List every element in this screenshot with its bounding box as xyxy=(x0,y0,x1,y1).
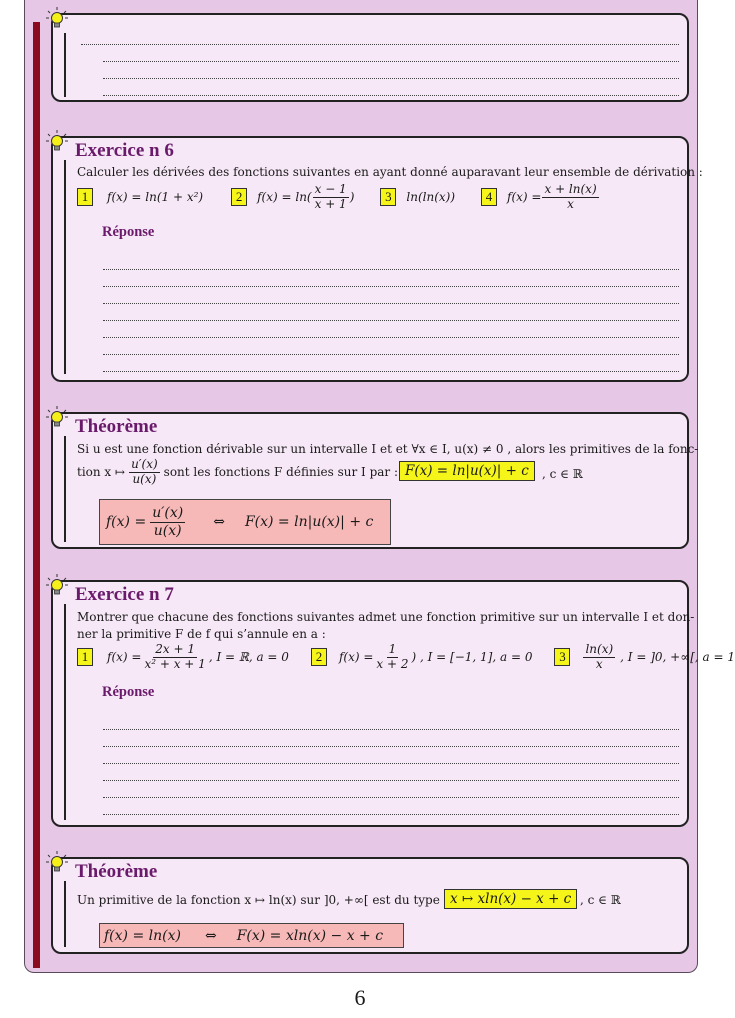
constant-domain: , c ∈ ℝ xyxy=(542,467,583,481)
exercise-title: Exercice n 7 xyxy=(75,584,174,605)
theorem-1-box xyxy=(51,412,699,549)
function-expression: f(x) = ln(1 + x²) xyxy=(107,190,204,205)
lightbulb-icon xyxy=(45,405,69,429)
exercise-items: 1 f(x) = ln(1 + x²) 2 f(x) = ln( $\frac{x - 1}{x + 1}$ ) 3 ln(ln(x)) 4 f(x) = $\frac{x + \ln(x)}{x}$ xyxy=(77,183,600,212)
exercise-instructions: Montrer que chacune des fonctions suivantes admet une fonction primitive sur un intervalle I et don- xyxy=(77,610,695,624)
theorem-statement: Si u est une fonction dérivable sur un intervalle I et et ∀x ∈ I, u(x) ≠ 0 , alors les primitives de la fonc- xyxy=(77,442,699,456)
dotted-line xyxy=(103,61,679,63)
exercise-6-box xyxy=(51,136,703,382)
fraction: $\frac{x - 1}{x + 1}$ xyxy=(314,182,347,211)
dotted-line xyxy=(103,78,679,80)
function-expression: f(x) = xyxy=(507,190,542,205)
dotted-line xyxy=(103,797,679,799)
function-expression: ln(ln(x)) xyxy=(406,190,456,205)
theorem-title: Théorème xyxy=(75,416,158,437)
item-number: 2 xyxy=(231,188,247,206)
page-number: 6 xyxy=(354,985,366,1010)
answer-box-continued xyxy=(51,13,689,102)
fraction: $\frac{u'(x)}{u(x)}$ xyxy=(152,505,184,539)
item-number: 1 xyxy=(77,188,93,206)
dotted-line xyxy=(103,286,679,288)
item-number: 1 xyxy=(77,648,93,666)
item-number: 4 xyxy=(481,188,497,206)
fraction: $\frac{1}{x + 2}$ xyxy=(376,642,409,671)
lightbulb-icon xyxy=(45,129,69,153)
item-number: 3 xyxy=(380,188,396,206)
dotted-line xyxy=(103,763,679,765)
side-bar xyxy=(33,22,40,968)
item-number: 3 xyxy=(554,648,570,666)
exercise-instructions: Calculer les dérivées des fonctions suivantes en ayant donné auparavant leur ensemble de dérivation : xyxy=(77,165,703,179)
theorem-statement-line2: tion x ↦ $\frac{u'(x)}{u(x)}$ sont les fonctions F définies sur I par : xyxy=(77,457,399,486)
fraction: $\frac{2x + 1}{\text{x² + x + 1}}$ xyxy=(144,642,206,671)
lightbulb-icon xyxy=(45,573,69,597)
dotted-line xyxy=(81,44,679,46)
dotted-line xyxy=(103,746,679,748)
exercise-7-box xyxy=(51,580,735,827)
key-formula-box: f(x) = $\frac{u'(x)}{u(x)}$ ⇔ F(x) = ln|u(x)| + c xyxy=(99,499,391,545)
dotted-line xyxy=(103,354,679,356)
theorem-2-box xyxy=(51,857,689,954)
key-formula-box: f(x) = ln(x) ⇔ F(x) = xln(x) − x + c xyxy=(99,923,404,948)
dotted-line xyxy=(103,814,679,816)
lightbulb-icon xyxy=(45,6,69,30)
dotted-line xyxy=(103,337,679,339)
function-expression: f(x) = ln( xyxy=(257,190,312,205)
exercise-instructions-line2: ner la primitive F de f qui s’annule en a : xyxy=(77,627,326,641)
highlighted-formula: F(x) = ln|u(x)| + c xyxy=(399,461,535,481)
item-number: 2 xyxy=(311,648,327,666)
dotted-line xyxy=(103,371,679,373)
dotted-line xyxy=(103,780,679,782)
answer-label: Réponse xyxy=(102,224,155,240)
dotted-line xyxy=(103,303,679,305)
constant-domain: , c ∈ ℝ xyxy=(580,893,621,907)
fraction: $\frac{\ln(x)}{x}$ xyxy=(585,642,614,671)
dotted-line xyxy=(103,95,679,97)
fraction: $\frac{u'(x)}{u(x)}$ xyxy=(131,457,158,486)
fraction: $\frac{x + \ln(x)}{x}$ xyxy=(544,182,597,211)
dotted-line xyxy=(103,729,679,731)
dotted-line xyxy=(103,320,679,322)
highlighted-formula: x ↦ xln(x) − x + c xyxy=(444,889,577,909)
dotted-line xyxy=(103,269,679,271)
exercise-items: 1 f(x) = $\frac{2x + 1}{\text{x² + x + 1}}$ , I = ℝ, a = 0 2 f(x) = $\frac{1}{x + 2}$ ) , I = [−1, 1], a = 0 3 $\frac{\ln(x)}{x}$ , I = ]0, +∞[, a = 1 xyxy=(77,643,735,672)
theorem-statement: Un primitive de la fonction x ↦ ln(x) sur ]0, +∞[ est du type xyxy=(77,893,440,907)
theorem-title: Théorème xyxy=(75,861,158,882)
answer-label: Réponse xyxy=(102,684,155,700)
exercise-title: Exercice n 6 xyxy=(75,140,174,161)
lightbulb-icon xyxy=(45,850,69,874)
